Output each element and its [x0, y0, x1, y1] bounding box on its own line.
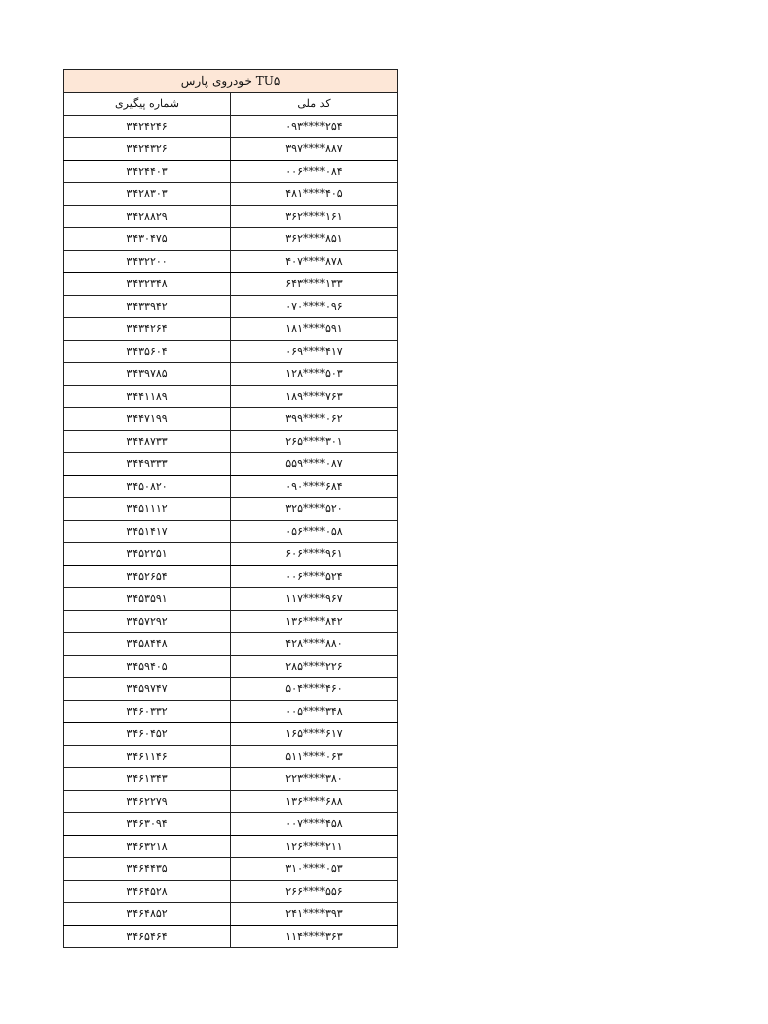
tracking-number-cell: ۳۴۶۴۵۲۸ [64, 880, 231, 903]
national-code-cell: ۴۰۷****۸۷۸ [231, 250, 398, 273]
table-row [64, 768, 398, 791]
tracking-number-cell: ۳۴۵۹۷۴۷ [64, 678, 231, 701]
national-code-cell: ۲۴۱****۳۹۳ [231, 903, 398, 926]
table-row [64, 835, 398, 858]
table-row [64, 115, 398, 138]
table-row [64, 903, 398, 926]
national-code-cell: ۳۹۹****۰۶۲ [231, 408, 398, 431]
tracking-number-cell: ۳۴۴۸۷۳۳ [64, 430, 231, 453]
table-row [64, 858, 398, 881]
national-code-cell: ۱۱۴****۳۶۳ [231, 925, 398, 948]
table-row [64, 340, 398, 363]
tracking-number-cell: ۳۴۳۰۴۷۵ [64, 228, 231, 251]
title-row [64, 70, 398, 93]
tracking-number-cell: ۳۴۲۸۳۰۳ [64, 183, 231, 206]
tracking-number-cell: ۳۴۶۳۰۹۴ [64, 813, 231, 836]
national-code-cell: ۶۰۶****۹۶۱ [231, 543, 398, 566]
national-code-cell: ۰۷۰****۰۹۶ [231, 295, 398, 318]
table-row [64, 633, 398, 656]
tracking-number-cell: ۳۴۲۴۲۴۶ [64, 115, 231, 138]
table-row [64, 363, 398, 386]
tracking-number-cell: ۳۴۵۳۵۹۱ [64, 588, 231, 611]
table-row [64, 588, 398, 611]
tracking-number-cell: ۳۴۳۵۶۰۴ [64, 340, 231, 363]
tracking-number-cell: ۳۴۶۱۳۴۳ [64, 768, 231, 791]
table-row [64, 745, 398, 768]
tracking-number-cell: ۳۴۵۲۲۵۱ [64, 543, 231, 566]
national-code-cell: ۰۹۳****۲۵۴ [231, 115, 398, 138]
table-row [64, 813, 398, 836]
national-code-cell: ۳۶۲****۱۶۱ [231, 205, 398, 228]
tracking-number-cell: ۳۴۳۲۲۰۰ [64, 250, 231, 273]
tracking-number-cell: ۳۴۲۴۳۲۶ [64, 138, 231, 161]
tracking-number-cell: ۳۴۶۴۴۳۵ [64, 858, 231, 881]
table-row [64, 408, 398, 431]
tracking-number-cell: ۳۴۵۹۴۰۵ [64, 655, 231, 678]
table-row [64, 498, 398, 521]
table-row [64, 250, 398, 273]
table-row [64, 700, 398, 723]
tracking-number-cell: ۳۴۳۳۹۴۲ [64, 295, 231, 318]
results-table [63, 69, 398, 948]
table-row [64, 790, 398, 813]
national-code-cell: ۲۲۳****۳۸۰ [231, 768, 398, 791]
tracking-number-cell: ۳۴۶۰۳۳۲ [64, 700, 231, 723]
tracking-number-cell: ۳۴۲۴۴۰۳ [64, 160, 231, 183]
national-code-cell: ۴۲۸****۸۸۰ [231, 633, 398, 656]
table-row [64, 138, 398, 161]
national-code-cell: ۰۰۷****۴۵۸ [231, 813, 398, 836]
national-code-cell: ۱۸۱****۵۹۱ [231, 318, 398, 341]
table-row [64, 295, 398, 318]
tracking-number-cell: ۳۴۳۴۲۶۴ [64, 318, 231, 341]
tracking-number-cell: ۳۴۵۷۲۹۲ [64, 610, 231, 633]
national-code-cell: ۰۰۶****۵۲۴ [231, 565, 398, 588]
national-code-cell: ۵۰۴****۴۶۰ [231, 678, 398, 701]
tracking-number-cell: ۳۴۴۱۱۸۹ [64, 385, 231, 408]
table-row [64, 475, 398, 498]
table-row [64, 430, 398, 453]
table-row [64, 385, 398, 408]
national-code-cell: ۳۹۷****۸۸۷ [231, 138, 398, 161]
table-row [64, 273, 398, 296]
national-code-cell: ۰۹۰****۶۸۴ [231, 475, 398, 498]
header-tracking-number: شماره پیگیری [64, 93, 231, 116]
spreadsheet-table-container [63, 69, 398, 948]
tracking-number-cell: ۳۴۶۵۴۶۴ [64, 925, 231, 948]
table-row [64, 228, 398, 251]
tracking-number-cell: ۳۴۵۲۶۵۴ [64, 565, 231, 588]
tracking-number-cell: ۳۴۴۷۱۹۹ [64, 408, 231, 431]
tracking-number-cell: ۳۴۶۰۴۵۲ [64, 723, 231, 746]
national-code-cell: ۱۸۹****۷۶۳ [231, 385, 398, 408]
national-code-cell: ۰۵۶****۰۵۸ [231, 520, 398, 543]
national-code-cell: ۲۶۶****۵۵۶ [231, 880, 398, 903]
national-code-cell: ۲۸۵****۲۲۶ [231, 655, 398, 678]
tracking-number-cell: ۳۴۳۹۷۸۵ [64, 363, 231, 386]
tracking-number-cell: ۳۴۵۱۴۱۷ [64, 520, 231, 543]
tracking-number-cell: ۳۴۵۸۴۴۸ [64, 633, 231, 656]
table-row [64, 880, 398, 903]
tracking-number-cell: ۳۴۶۳۲۱۸ [64, 835, 231, 858]
tracking-number-cell: ۳۴۶۲۲۷۹ [64, 790, 231, 813]
tracking-number-cell: ۳۴۶۴۸۵۲ [64, 903, 231, 926]
national-code-cell: ۵۱۱****۰۶۳ [231, 745, 398, 768]
national-code-cell: ۵۵۹****۰۸۷ [231, 453, 398, 476]
national-code-cell: ۰۰۶****۰۸۴ [231, 160, 398, 183]
table-row [64, 543, 398, 566]
table-row [64, 183, 398, 206]
table-row [64, 723, 398, 746]
table-row [64, 610, 398, 633]
table-row [64, 453, 398, 476]
national-code-cell: ۶۴۳****۱۳۳ [231, 273, 398, 296]
tracking-number-cell: ۳۴۲۸۸۲۹ [64, 205, 231, 228]
national-code-cell: ۱۶۵****۶۱۷ [231, 723, 398, 746]
national-code-cell: ۱۲۶****۲۱۱ [231, 835, 398, 858]
table-row [64, 565, 398, 588]
table-row [64, 318, 398, 341]
national-code-cell: ۰۰۵****۳۴۸ [231, 700, 398, 723]
tracking-number-cell: ۳۴۵۰۸۲۰ [64, 475, 231, 498]
tracking-number-cell: ۳۴۴۹۳۳۳ [64, 453, 231, 476]
table-row [64, 160, 398, 183]
tracking-number-cell: ۳۴۳۲۳۴۸ [64, 273, 231, 296]
national-code-cell: ۱۳۶****۶۸۸ [231, 790, 398, 813]
table-row [64, 205, 398, 228]
table-row [64, 678, 398, 701]
table-title: خودروی پارس TU۵ [64, 70, 398, 93]
national-code-cell: ۱۲۸****۵۰۳ [231, 363, 398, 386]
header-row [64, 93, 398, 116]
table-row [64, 925, 398, 948]
header-national-code: کد ملی [231, 93, 398, 116]
national-code-cell: ۱۱۷****۹۶۷ [231, 588, 398, 611]
tracking-number-cell: ۳۴۵۱۱۱۲ [64, 498, 231, 521]
national-code-cell: ۴۸۱****۴۰۵ [231, 183, 398, 206]
national-code-cell: ۳۱۰****۰۵۳ [231, 858, 398, 881]
tracking-number-cell: ۳۴۶۱۱۴۶ [64, 745, 231, 768]
national-code-cell: ۱۳۶****۸۴۲ [231, 610, 398, 633]
table-row [64, 520, 398, 543]
table-row [64, 655, 398, 678]
national-code-cell: ۳۶۲****۸۵۱ [231, 228, 398, 251]
national-code-cell: ۲۶۵****۳۰۱ [231, 430, 398, 453]
national-code-cell: ۳۲۵****۵۲۰ [231, 498, 398, 521]
national-code-cell: ۰۶۹****۴۱۷ [231, 340, 398, 363]
